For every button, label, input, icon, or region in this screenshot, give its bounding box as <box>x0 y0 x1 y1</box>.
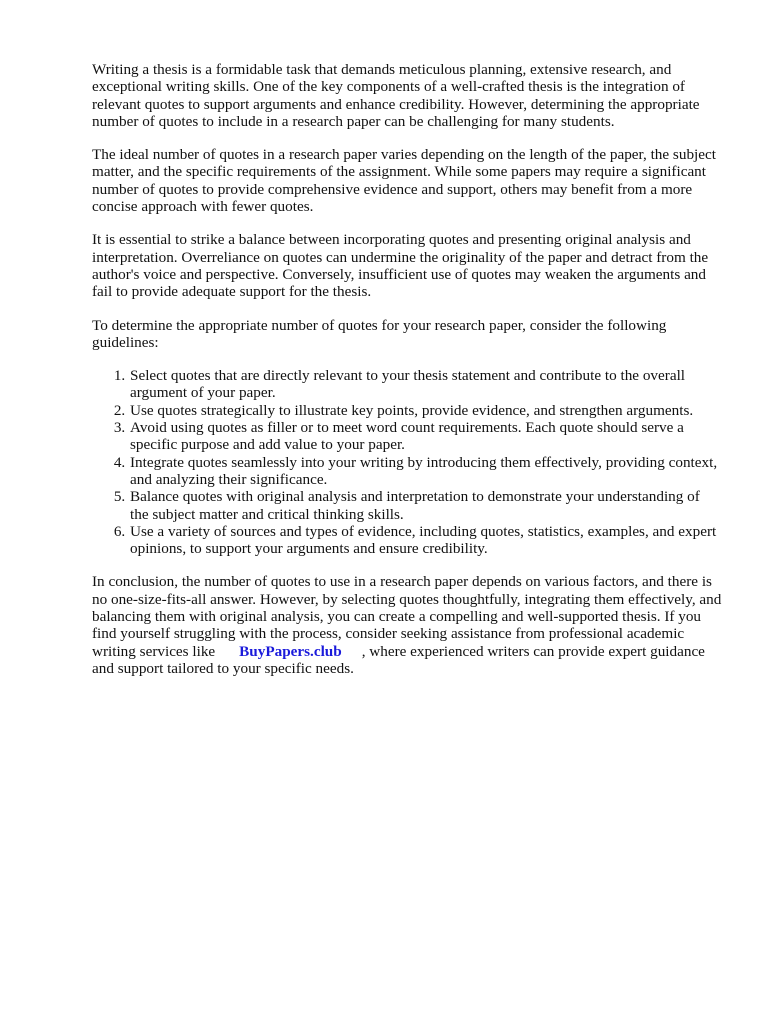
guidelines-intro-paragraph: To determine the appropriate number of quotes for your research paper, consider the following guidelines: <box>92 316 667 351</box>
ideal-number-paragraph: The ideal number of quotes in a research paper varies depending on the length of the paper, the subject matter, and the specific requirements of the assignment. While some papers may require a significant number of quotes to provide comprehensive evidence and support, others may benefit from a more concise approach with fewer quotes. <box>92 146 716 216</box>
guideline-item-6: 6. Use a variety of sources and types of evidence, including quotes, statistics, examples, and expert opinions, to support your arguments and ensure credibility. <box>129 523 722 558</box>
document-page <box>92 61 722 693</box>
conclusion-text-after-link: , where experienced writers can provide expert guidance and support tailored to your specific needs. <box>92 642 705 677</box>
guideline-item-4: 4. Integrate quotes seamlessly into your writing by introducing them effectively, providing context, and analyzing their significance. <box>129 454 722 489</box>
guidelines-list <box>92 367 722 557</box>
conclusion-text-before-link: In conclusion, the number of quotes to use in a research paper depends on various factors, and there is no one-size-fits-all answer. However, by selecting quotes thoughtfully, integrating them effectively, and balancing them with original analysis, you can create a compelling and well-supported thesis. If you find yourself struggling with the process, consider seeking assistance from professional academic writing services like <box>92 573 722 660</box>
buypapers-link[interactable]: BuyPapers.club <box>239 642 342 660</box>
balance-paragraph: It is essential to strike a balance between incorporating quotes and presenting original analysis and interpretation. Overreliance on quotes can undermine the originality of the paper and detract from the author's voice and perspective. Conversely, insufficient use of quotes may weaken the arguments and fail to provide adequate support for the thesis. <box>92 231 709 301</box>
guideline-item-2: 2. Use quotes strategically to illustrate key points, provide evidence, and strengthen arguments. <box>129 402 722 419</box>
guideline-item-3: 3. Avoid using quotes as filler or to meet word count requirements. Each quote should serve a specific purpose and add value to your paper. <box>129 419 722 454</box>
guideline-item-5: 5. Balance quotes with original analysis and interpretation to demonstrate your understanding of the subject matter and critical thinking skills. <box>129 488 722 523</box>
conclusion-paragraph <box>92 573 722 677</box>
guideline-item-1: 1. Select quotes that are directly relevant to your thesis statement and contribute to the overall argument of your paper. <box>129 367 722 402</box>
intro-paragraph: Writing a thesis is a formidable task that demands meticulous planning, extensive research, and exceptional writing skills. One of the key components of a well-crafted thesis is the integration of relevant quotes to support arguments and enhance credibility. However, determining the appropriate number of quotes to include in a research paper can be challenging for many students. <box>92 61 700 130</box>
